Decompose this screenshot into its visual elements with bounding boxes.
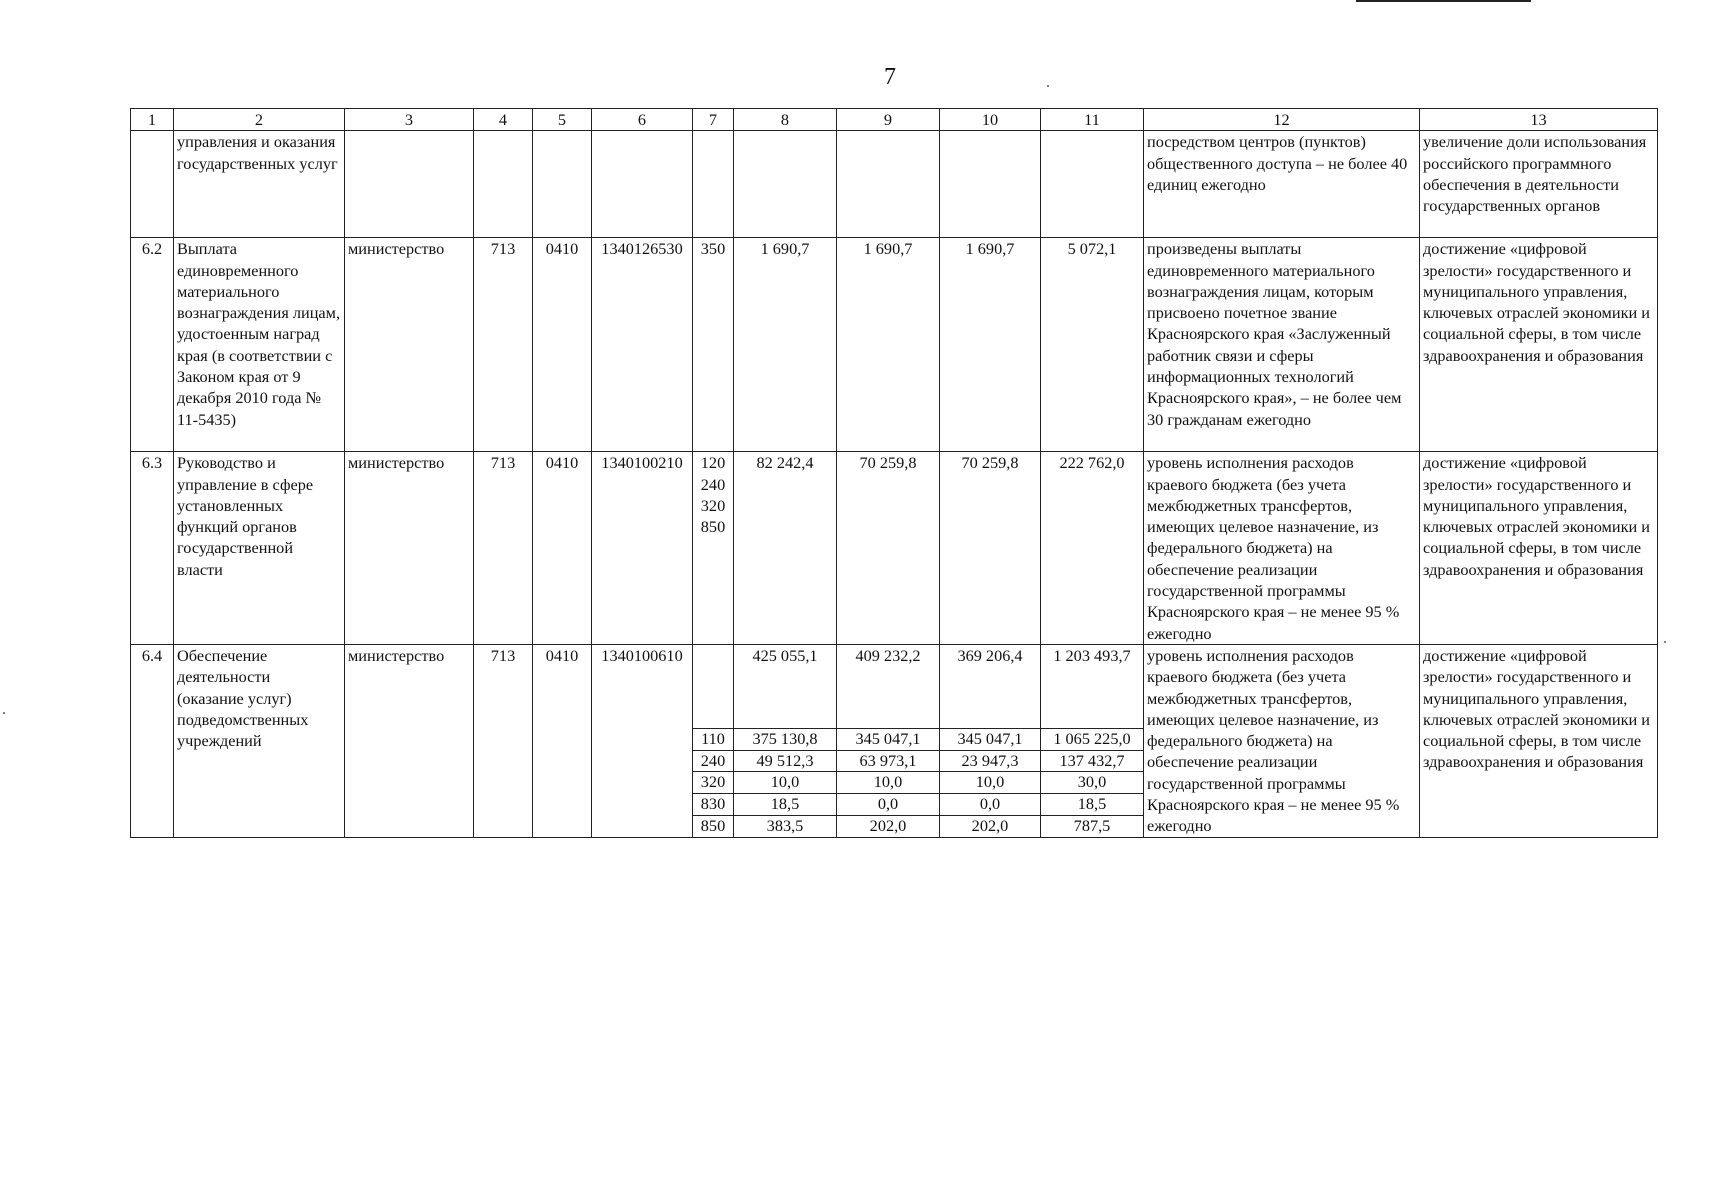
cell-vr: 850 bbox=[693, 815, 734, 837]
top-rule bbox=[1356, 0, 1531, 2]
cell-grbs: 713 bbox=[474, 452, 533, 645]
cell-vr: 830 bbox=[693, 794, 734, 816]
header-row bbox=[131, 109, 1658, 131]
cell-csr: 1340100210 bbox=[592, 452, 693, 645]
cell-name: Выплата единовременного материального вознаграждения лицам, удостоенным наград края (в соответствии с Законом края от 9 декабря 2010 года № 11-5435) bbox=[174, 238, 345, 452]
cell-executor: министерство bbox=[345, 644, 474, 837]
table-row-continuation bbox=[131, 131, 1658, 238]
header-cell: 6 bbox=[592, 109, 693, 131]
cell-vr: 320 bbox=[693, 772, 734, 794]
cell-vr bbox=[693, 644, 734, 728]
cell-empty bbox=[693, 131, 734, 238]
cell-year2: 10,0 bbox=[837, 772, 940, 794]
cell-number: 6.3 bbox=[131, 452, 174, 645]
cell-year2: 409 232,2 bbox=[837, 644, 940, 728]
cell-year1: 18,5 bbox=[734, 794, 837, 816]
cell-grbs: 713 bbox=[474, 644, 533, 837]
cell-year1: 375 130,8 bbox=[734, 728, 837, 750]
cell-empty bbox=[533, 131, 592, 238]
cell-number: 6.2 bbox=[131, 238, 174, 452]
cell-year3: 23 947,3 bbox=[940, 750, 1041, 772]
cell-empty bbox=[345, 131, 474, 238]
cell-vr-list bbox=[693, 452, 734, 645]
program-activities-table bbox=[130, 108, 1658, 838]
table-row-6-3 bbox=[131, 452, 1658, 645]
cell-total: 1 203 493,7 bbox=[1041, 644, 1144, 728]
cell-total: 222 762,0 bbox=[1041, 452, 1144, 645]
header-cell: 7 bbox=[693, 109, 734, 131]
cell-year2: 0,0 bbox=[837, 794, 940, 816]
cell-total: 18,5 bbox=[1041, 794, 1144, 816]
header-cell: 11 bbox=[1041, 109, 1144, 131]
header-cell: 13 bbox=[1420, 109, 1658, 131]
cell-year3: 369 206,4 bbox=[940, 644, 1041, 728]
scan-speck bbox=[1664, 641, 1666, 643]
cell-empty bbox=[1041, 131, 1144, 238]
header-cell: 8 bbox=[734, 109, 837, 131]
cell-executor: министерство bbox=[345, 452, 474, 645]
header-cell: 2 bbox=[174, 109, 345, 131]
cell-empty bbox=[474, 131, 533, 238]
cell-year2: 345 047,1 bbox=[837, 728, 940, 750]
cell-name: управления и оказания государственных услуг bbox=[174, 131, 345, 238]
header-cell: 5 bbox=[533, 109, 592, 131]
cell-total: 1 065 225,0 bbox=[1041, 728, 1144, 750]
cell-year2: 1 690,7 bbox=[837, 238, 940, 452]
vr-code: 850 bbox=[700, 517, 726, 537]
cell-year3: 70 259,8 bbox=[940, 452, 1041, 645]
cell-year2: 70 259,8 bbox=[837, 452, 940, 645]
cell-year1: 425 055,1 bbox=[734, 644, 837, 728]
cell-empty bbox=[940, 131, 1041, 238]
cell-total: 5 072,1 bbox=[1041, 238, 1144, 452]
cell-goal: достижение «цифровой зрелости» государственного и муниципального управления, ключевых отраслей экономики и социальной сферы, в том числе здравоохранения и образования bbox=[1420, 452, 1658, 645]
cell-year3: 202,0 bbox=[940, 815, 1041, 837]
vr-code: 240 bbox=[700, 474, 726, 494]
cell-goal: достижение «цифровой зрелости» государственного и муниципального управления, ключевых отраслей экономики и социальной сферы, в том числе здравоохранения и образования bbox=[1420, 644, 1658, 837]
cell-result: уровень исполнения расходов краевого бюджета (без учета межбюджетных трансфертов, имеющих целевое назначение, из федерального бюджета) на обеспечение реализации государственной программы Красноярского края – не менее 95 % ежегодно bbox=[1144, 644, 1420, 837]
cell-name: Обеспечение деятельности (оказание услуг) подведомственных учреждений bbox=[174, 644, 345, 837]
table-row-6-4 bbox=[131, 644, 1658, 728]
header-cell: 3 bbox=[345, 109, 474, 131]
cell-year1: 10,0 bbox=[734, 772, 837, 794]
scan-speck bbox=[3, 712, 5, 714]
cell-rzpr: 0410 bbox=[533, 452, 592, 645]
cell-goal: увеличение доли использования российского программного обеспечения в деятельности государственных органов bbox=[1420, 131, 1658, 238]
cell-executor: министерство bbox=[345, 238, 474, 452]
cell-year1: 383,5 bbox=[734, 815, 837, 837]
cell-total: 137 432,7 bbox=[1041, 750, 1144, 772]
header-cell: 1 bbox=[131, 109, 174, 131]
cell-result: уровень исполнения расходов краевого бюджета (без учета межбюджетных трансфертов, имеющих целевое назначение, из федерального бюджета) на обеспечение реализации государственной программы Красноярского края – не менее 95 % ежегодно bbox=[1144, 452, 1420, 645]
header-cell: 12 bbox=[1144, 109, 1420, 131]
cell-year2: 202,0 bbox=[837, 815, 940, 837]
cell-rzpr: 0410 bbox=[533, 644, 592, 837]
vr-code: 320 bbox=[700, 495, 726, 515]
cell-name: Руководство и управление в сфере установленных функций органов государственной власти bbox=[174, 452, 345, 645]
cell-total: 787,5 bbox=[1041, 815, 1144, 837]
cell-vr: 240 bbox=[693, 750, 734, 772]
header-cell: 4 bbox=[474, 109, 533, 131]
cell-number: 6.4 bbox=[131, 644, 174, 837]
cell-empty bbox=[734, 131, 837, 238]
vr-code: 120 bbox=[700, 453, 726, 473]
cell-year1: 49 512,3 bbox=[734, 750, 837, 772]
cell-csr: 1340100610 bbox=[592, 644, 693, 837]
cell-vr: 350 bbox=[693, 238, 734, 452]
cell-result: произведены выплаты единовременного материального вознаграждения лицам, которым присвоено почетное звание Красноярского края «Заслуженный работник связи и сферы информационных технологий Красноярского края», – не более чем 30 гражданам ежегодно bbox=[1144, 238, 1420, 452]
cell-csr: 1340126530 bbox=[592, 238, 693, 452]
scan-speck bbox=[1047, 85, 1049, 87]
cell-empty bbox=[837, 131, 940, 238]
cell-year1: 82 242,4 bbox=[734, 452, 837, 645]
cell-year3: 1 690,7 bbox=[940, 238, 1041, 452]
cell-empty bbox=[592, 131, 693, 238]
cell-year3: 345 047,1 bbox=[940, 728, 1041, 750]
cell-empty bbox=[131, 131, 174, 238]
cell-rzpr: 0410 bbox=[533, 238, 592, 452]
cell-year3: 10,0 bbox=[940, 772, 1041, 794]
cell-year1: 1 690,7 bbox=[734, 238, 837, 452]
table-row-6-2 bbox=[131, 238, 1658, 452]
cell-vr: 110 bbox=[693, 728, 734, 750]
cell-year3: 0,0 bbox=[940, 794, 1041, 816]
header-cell: 9 bbox=[837, 109, 940, 131]
cell-total: 30,0 bbox=[1041, 772, 1144, 794]
cell-result: посредством центров (пунктов) общественного доступа – не более 40 единиц ежегодно bbox=[1144, 131, 1420, 238]
cell-goal: достижение «цифровой зрелости» государственного и муниципального управления, ключевых отраслей экономики и социальной сферы, в том числе здравоохранения и образования bbox=[1420, 238, 1658, 452]
header-cell: 10 bbox=[940, 109, 1041, 131]
cell-year2: 63 973,1 bbox=[837, 750, 940, 772]
cell-grbs: 713 bbox=[474, 238, 533, 452]
page-number: 7 bbox=[884, 64, 896, 90]
